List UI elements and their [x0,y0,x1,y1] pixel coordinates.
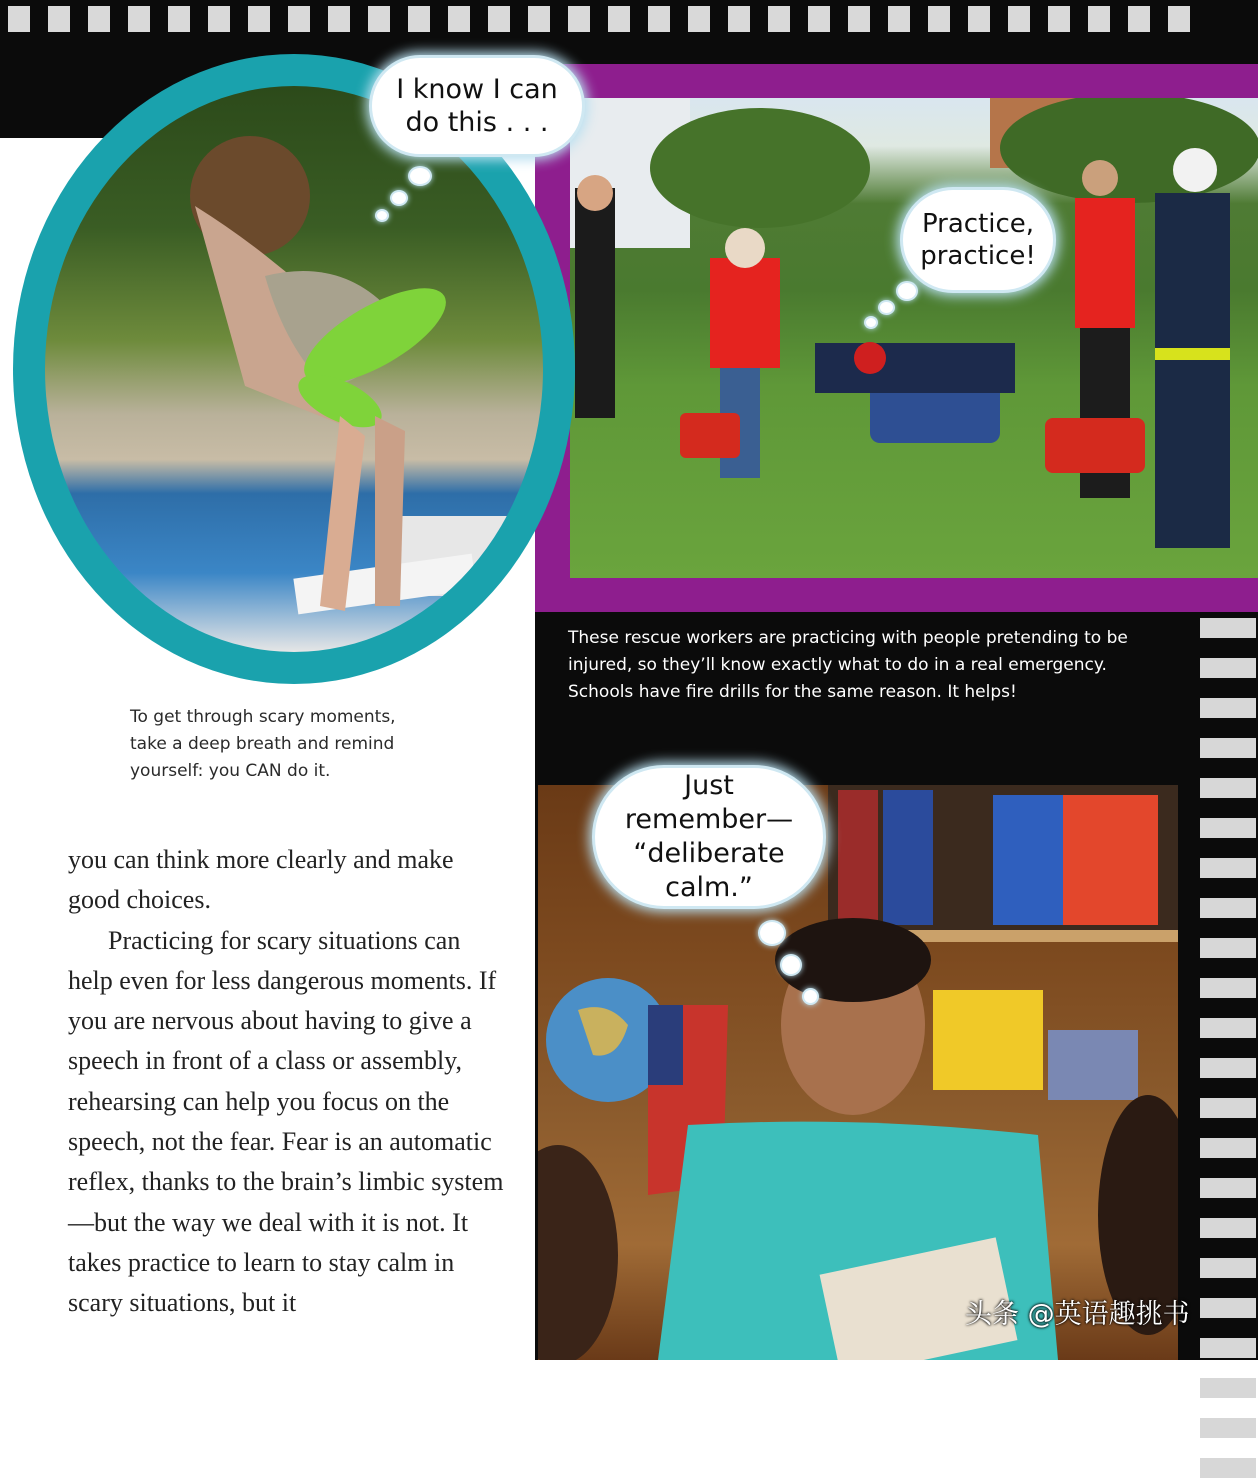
classroom-thought-bubble [595,768,823,906]
pool-caption: To get through scary moments, take a deep breath and remind yourself: you CAN do it. [130,707,396,781]
pool-thought-bubble [372,58,582,154]
rescue-thought-bubble [903,190,1053,290]
bubble-dot [804,990,817,1003]
rescue-bubble-text: Practice, practice! [920,209,1036,271]
girl-diving-board-illustration [45,86,543,652]
watermark: 头条 @英语趣挑书 [965,1299,1190,1330]
girl-at-pool-photo [45,86,543,652]
film-perforations-top [0,6,1258,32]
bubble-dot [880,302,893,313]
bubble-dot [866,318,876,327]
body-paragraph-1: you can think more clearly and make good choices. [68,845,454,915]
bubble-dot [377,211,387,220]
body-paragraph-2: Practicing for scary situations can help even for less dangerous moments. If you are nervous about having to give a speech in front of a class or assembly, rehearsing can help you focus on the speech, not the fear. Fear is an automatic reflex, thanks to the brain’s limbic system—but the way we deal with it is not. It takes practice to learn to stay calm in scary situations, but it [68,925,504,1318]
rescue-scene-illustration [570,98,1258,578]
rescue-caption: These rescue workers are practicing with people pretending to be injured, so they’ll know exactly what to do in a real emergency. Schools have fire drills for the same reason. It helps! [568,628,1128,702]
body-text [68,840,508,1324]
bubble-dot [392,192,406,204]
film-perforations-right [1200,612,1258,1360]
bubble-dot [410,168,430,184]
bubble-dot [760,922,784,944]
bubble-dot [782,956,800,974]
classroom-bubble-text: Just remember— “deliberate calm.” [624,770,794,903]
bubble-dot [898,283,916,299]
rescue-workers-photo [570,98,1258,578]
pool-bubble-text: I know I can do this . . . [396,74,558,138]
